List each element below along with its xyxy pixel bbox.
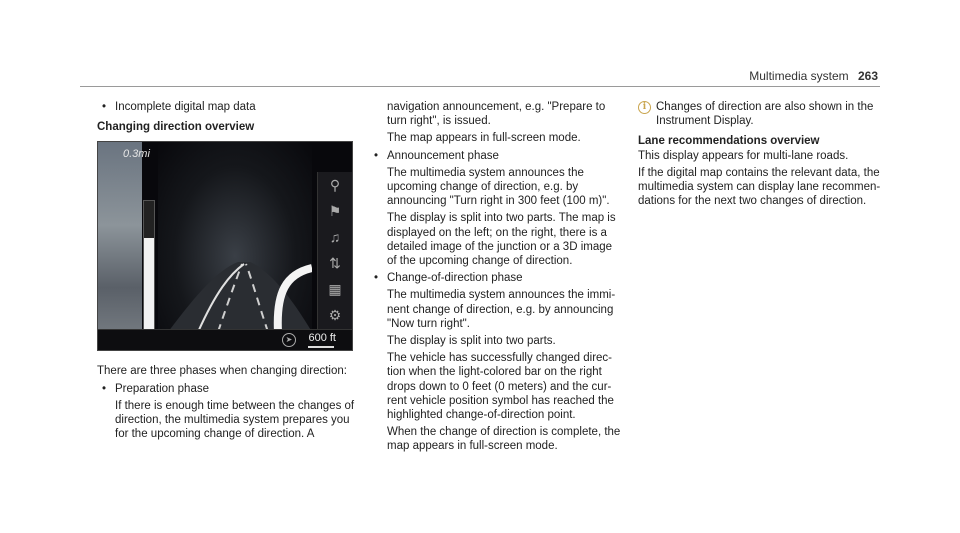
- section-heading-lane-recommendations: Lane recommendations overview: [638, 135, 820, 148]
- route-icon[interactable]: ⇅: [329, 255, 341, 272]
- lane-text-2: If the digital map contains the relevant data, the multimedia system can display lane recommen-dations for the next two changes of direction.: [638, 166, 881, 208]
- map-strip: [98, 142, 142, 350]
- header-rule: [80, 86, 880, 87]
- change-phase-text-1: The multimedia system announces the immi-nent change of direction, e.g. by announcing "Now turn right".: [387, 289, 616, 330]
- distance-bar: [143, 200, 155, 332]
- bullet-change-of-direction-phase: • Change-of-direction phase: [369, 271, 621, 285]
- bottom-status-bar: [98, 329, 352, 350]
- column-2: [369, 100, 621, 457]
- page-header: [749, 69, 878, 83]
- change-phase-text-2: The display is split into two parts.: [387, 335, 556, 348]
- bullet-announcement-phase: • Announcement phase: [369, 149, 621, 163]
- bottom-progress-line: [308, 346, 334, 348]
- map-fullscreen-text: The map appears in full-screen mode.: [387, 132, 581, 145]
- info-note-text: Changes of direction are also shown in the Instrument Display.: [656, 101, 874, 128]
- compass-icon: ➤: [282, 333, 296, 347]
- bullet-preparation-phase: • Preparation phase: [97, 382, 359, 396]
- navigation-screen-image: [97, 141, 353, 351]
- distance-bar-fill: [144, 238, 154, 332]
- announcement-phase-text-1: The multimedia system announces the upcoming change of direction, e.g. by announcing "Turn right in 300 feet (100 m)".: [387, 166, 610, 208]
- bullet-incomplete-map-data: • Incomplete digital map data: [97, 100, 359, 114]
- header-title: Multimedia system: [749, 69, 849, 83]
- junction-view: [158, 142, 312, 332]
- column-1: [97, 100, 359, 444]
- column-3: [638, 100, 888, 211]
- preparation-phase-continued: navigation announcement, e.g. "Prepare to turn right", is issued.: [387, 101, 606, 128]
- settings-icon[interactable]: ⚙: [328, 307, 342, 324]
- map-icon[interactable]: ▦: [328, 281, 342, 298]
- flag-icon[interactable]: ⚑: [328, 203, 342, 220]
- road-surface: [168, 262, 312, 332]
- search-icon[interactable]: ⚲: [329, 177, 341, 194]
- top-distance-label: 0.3mi: [123, 148, 150, 161]
- lane-text-1: This display appears for multi-lane roads.: [638, 149, 849, 162]
- info-icon: i: [638, 101, 651, 114]
- page-number: 263: [857, 69, 878, 83]
- junction-roads: [158, 142, 312, 332]
- change-phase-text-4: When the change of direction is complete, the map appears in full-screen mode.: [387, 426, 621, 453]
- preparation-phase-text: If there is enough time between the changes of direction, the multimedia system prepares you for the upcoming change of direction. A: [115, 399, 355, 441]
- change-phase-text-3: The vehicle has successfully changed direc-tion when the light-colored bar on the right drops down to 0 feet (0 meters) and the cur-rent vehicle position symbol has reached the highlighted change-of-direction point.: [387, 352, 614, 422]
- section-heading-direction-overview: Changing direction overview: [97, 121, 255, 134]
- side-icon-panel: [317, 172, 352, 332]
- info-note: [638, 100, 888, 128]
- phases-intro: There are three phases when changing direction:: [97, 365, 347, 378]
- announcement-phase-text-2: The display is split into two parts. The map is displayed on the left; on the right, there is a detailed image of the junction or a 3D image of the upcoming change of direction.: [387, 212, 616, 268]
- bottom-distance-label: 600 ft: [308, 332, 336, 345]
- voice-icon[interactable]: ♫: [329, 229, 341, 246]
